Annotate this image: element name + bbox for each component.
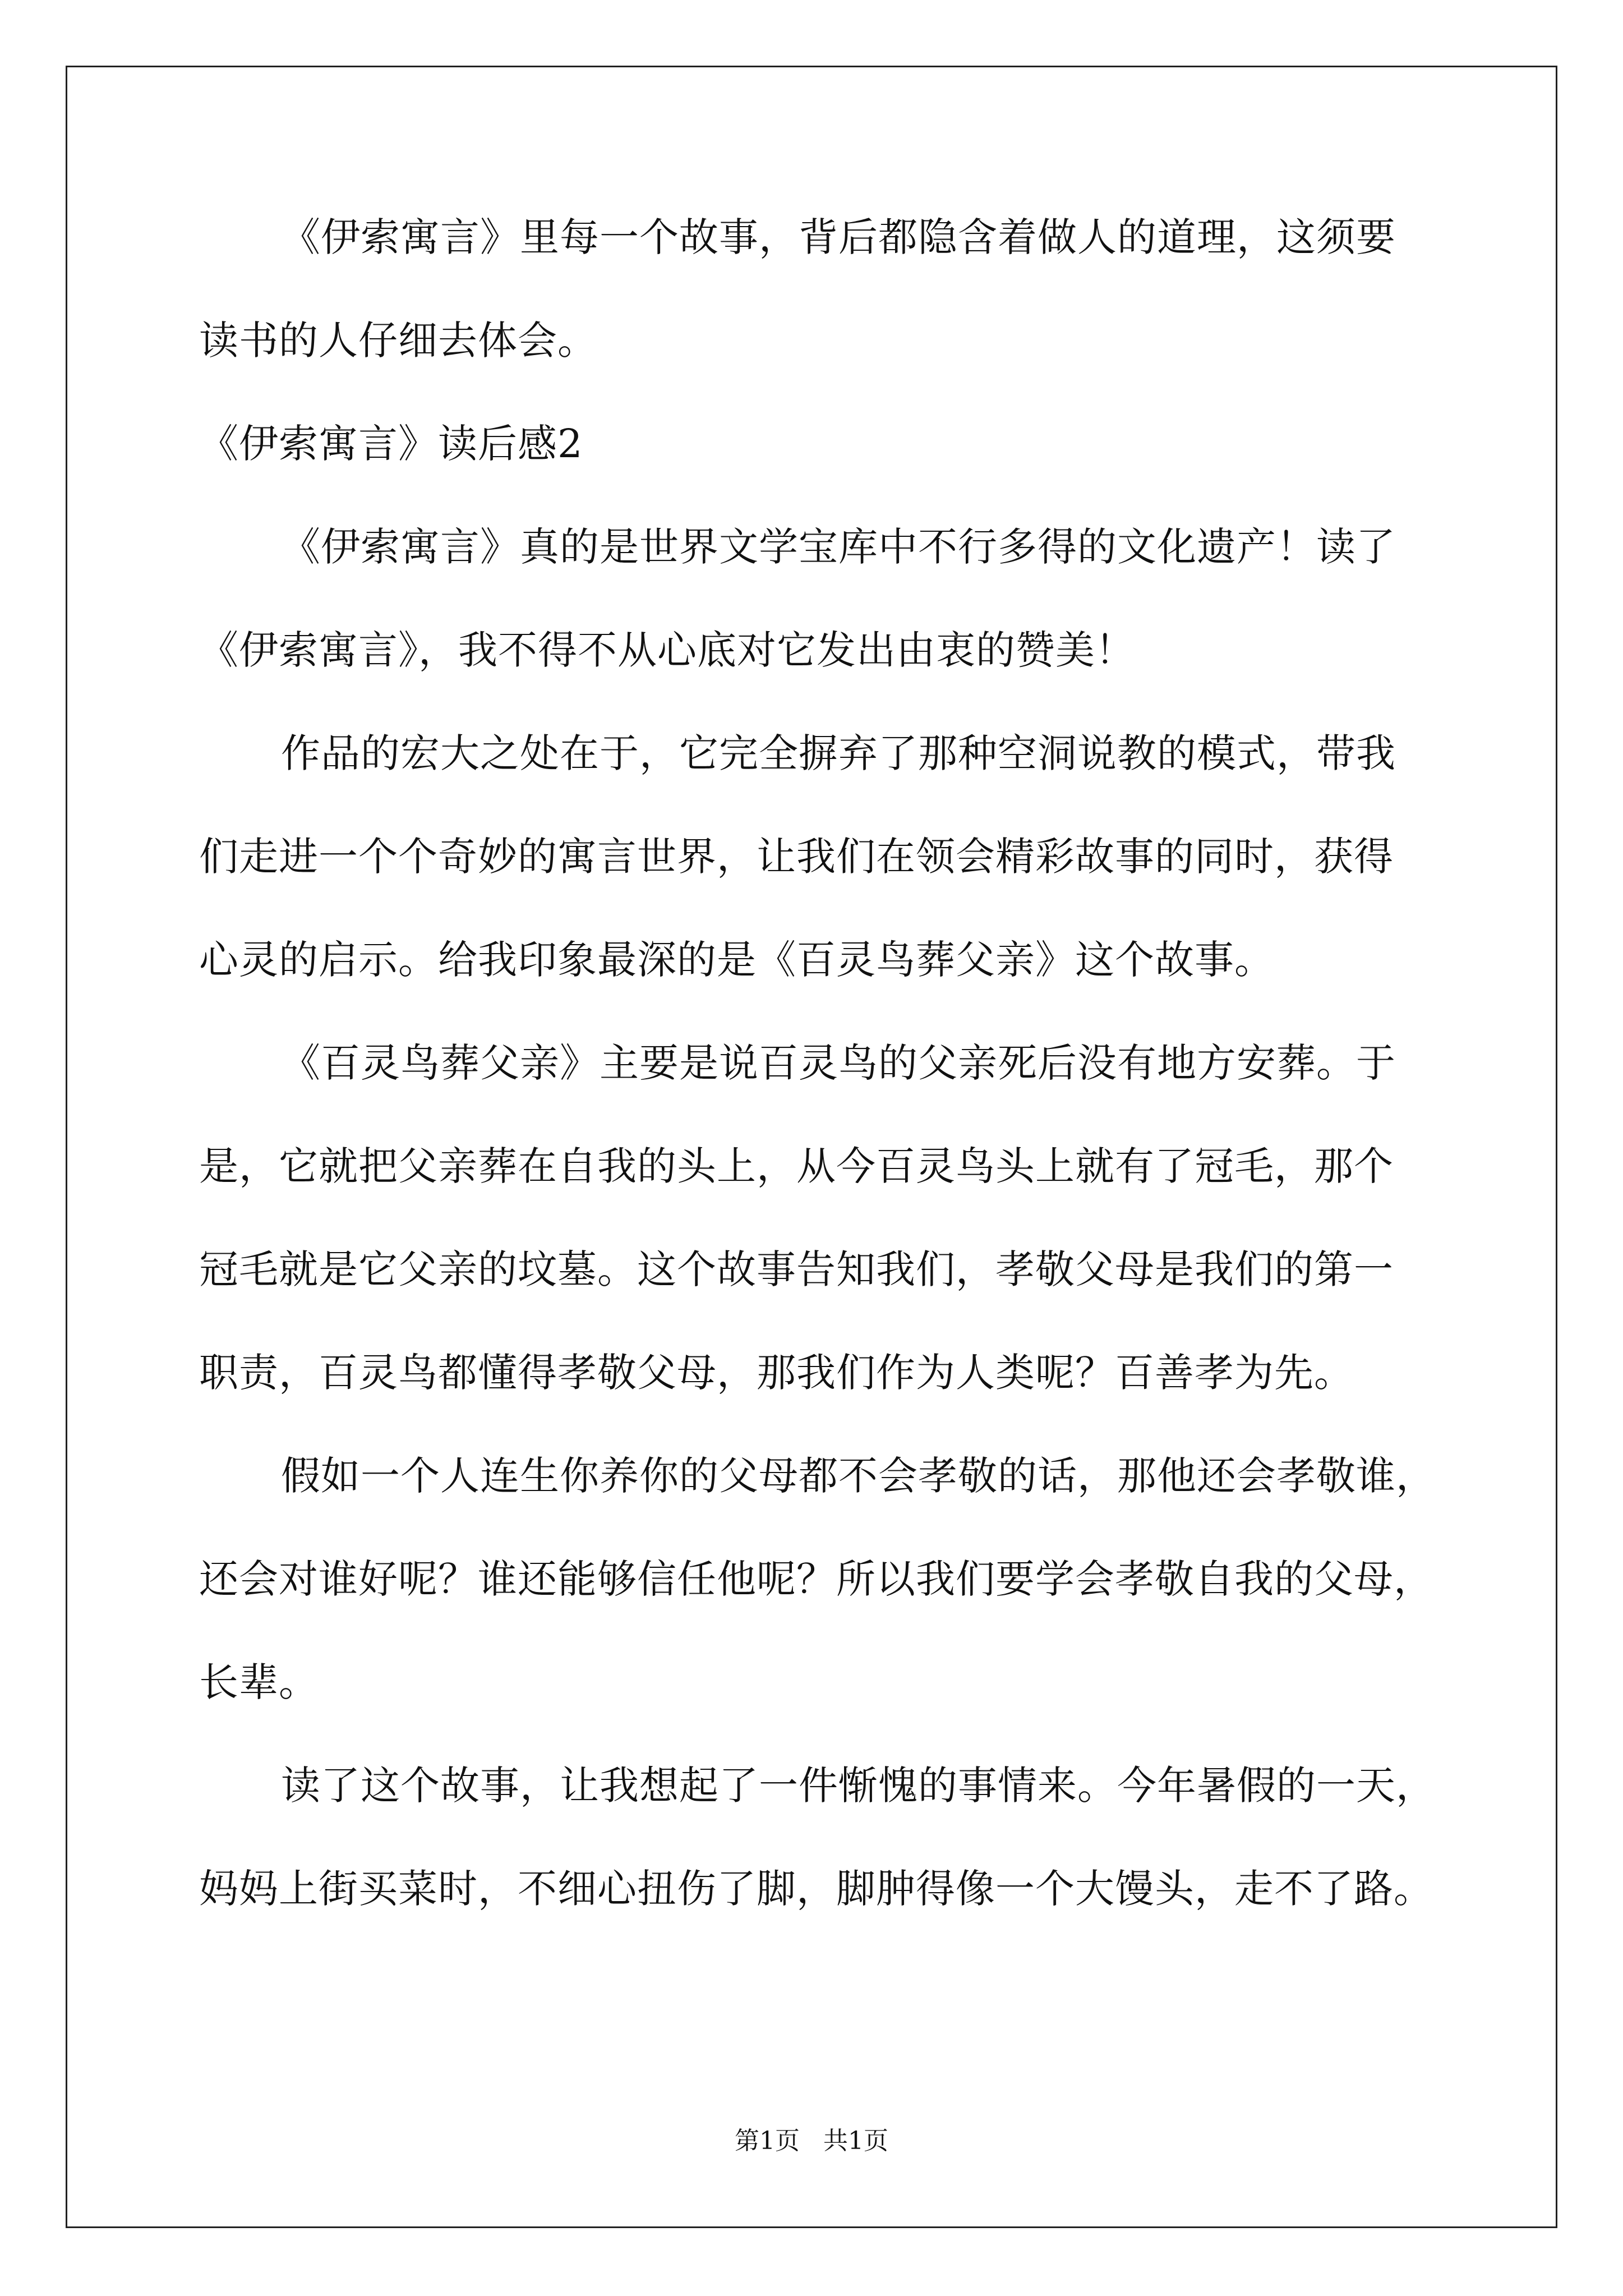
paragraph-line: 还会对谁好呢？谁还能够信任他呢？所以我们要学会孝敬自我的父母， (199, 1556, 1433, 1602)
paragraph-line: 《伊索寓言》，我不得不从心底对它发出由衷的赞美！ (199, 627, 1135, 673)
section-heading: 《伊索寓言》读后感2 (199, 421, 583, 467)
paragraph-line: 妈妈上街买菜时，不细心扭伤了脚，脚肿得像一个大馒头，走不了路。 (199, 1866, 1433, 1912)
document-body (199, 214, 1436, 1912)
paragraph-line: 《伊索寓言》真的是世界文学宝库中不行多得的文化遗产！读了 (281, 524, 1396, 570)
paragraph-line: 《百灵鸟葬父亲》主要是说百灵鸟的父亲死后没有地方安葬。于 (281, 1040, 1396, 1086)
paragraph-line: 假如一个人连生你养你的父母都不会孝敬的话，那他还会孝敬谁， (281, 1453, 1436, 1499)
paragraph-line: 是，它就把父亲葬在自我的头上，从今百灵鸟头上就有了冠毛，那个 (199, 1143, 1394, 1189)
paragraph-line: 《伊索寓言》里每一个故事，背后都隐含着做人的道理，这须要 (281, 214, 1396, 260)
paragraph-line: 冠毛就是它父亲的坟墓。这个故事告知我们，孝敬父母是我们的第一 (199, 1246, 1394, 1292)
paragraph-line: 心灵的启示。给我印象最深的是《百灵鸟葬父亲》这个故事。 (199, 937, 1274, 983)
paragraph-line: 们走进一个个奇妙的寓言世界，让我们在领会精彩故事的同时，获得 (199, 834, 1394, 880)
paragraph-line: 读书的人仔细去体会。 (199, 318, 597, 364)
paragraph-line: 职责，百灵鸟都懂得孝敬父母，那我们作为人类呢？百善孝为先。 (199, 1350, 1354, 1396)
paragraph-line: 长辈。 (199, 1659, 319, 1705)
paragraph-line: 作品的宏大之处在于，它完全摒弃了那种空洞说教的模式，带我 (281, 730, 1396, 776)
paragraph-line: 读了这个故事，让我想起了一件惭愧的事情来。今年暑假的一天， (281, 1763, 1436, 1809)
page-number-footer: 第1页 共1页 (735, 2127, 888, 2155)
